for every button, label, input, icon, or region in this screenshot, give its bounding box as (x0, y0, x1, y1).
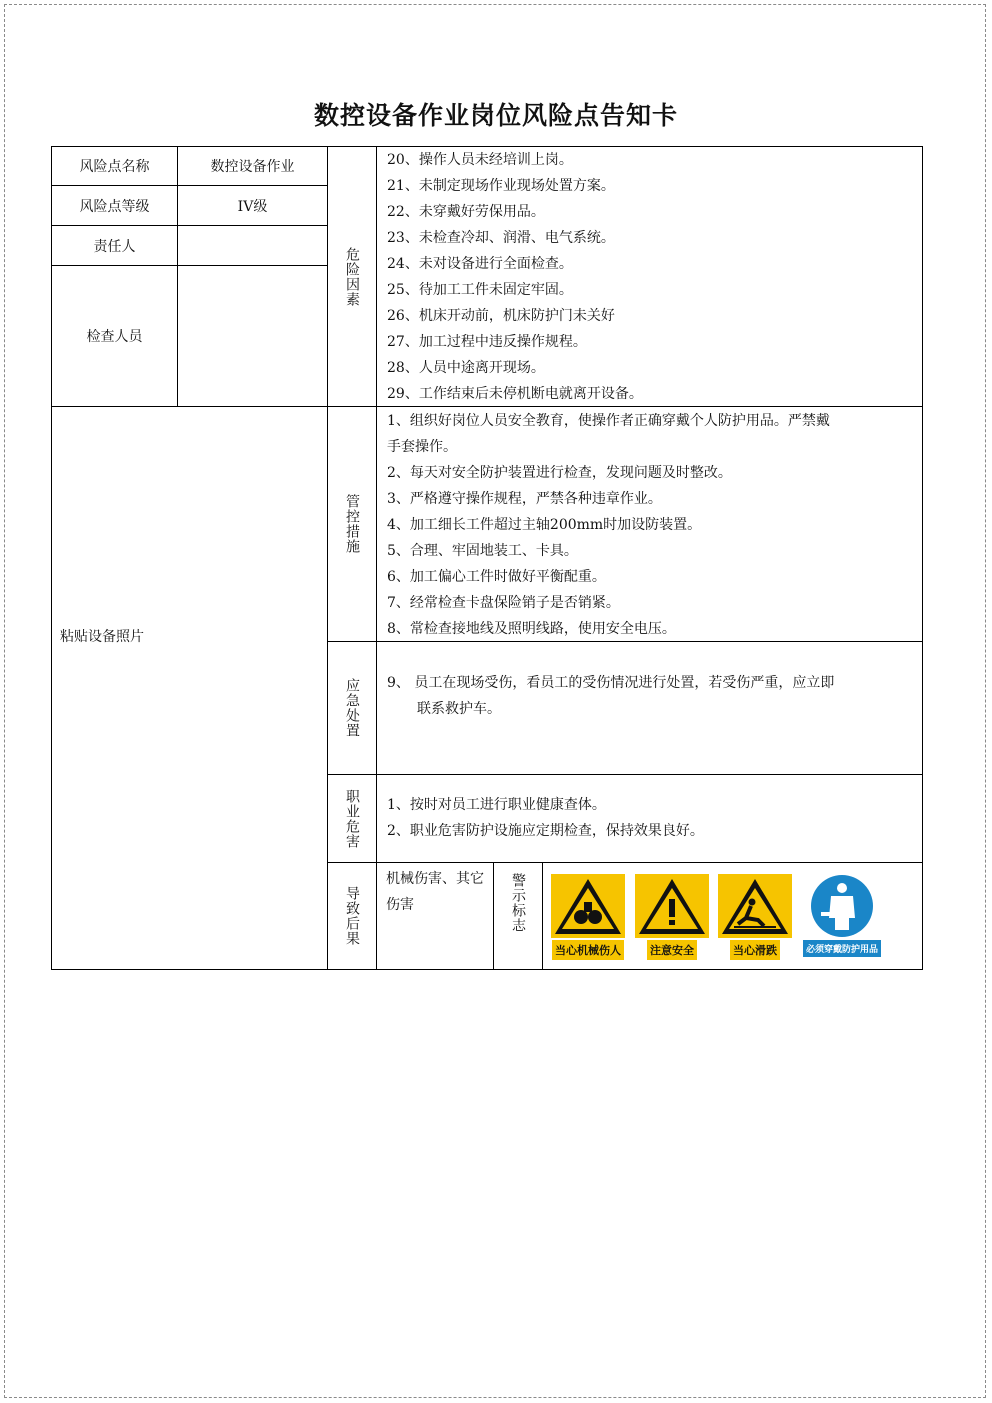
warning-signs-label: 警示标志 (510, 873, 526, 933)
list-item: 24、未对设备进行全面检查。 (387, 256, 573, 272)
controls-list (377, 406, 922, 641)
occupational-label: 职业危害 (344, 788, 360, 849)
list-item: 联系救护车。 (417, 701, 501, 717)
list-item: 20、操作人员未经培训上岗。 (387, 152, 573, 168)
slip-warning-icon (718, 874, 792, 938)
inspector-label: 检查人员 (86, 329, 143, 345)
list-item: 5、合理、牢固地装工、卡具。 (387, 543, 578, 559)
risk-name-label: 风险点名称 (79, 159, 150, 175)
hazards-list (377, 145, 922, 406)
sign-caption: 当心滑跌 (730, 940, 780, 960)
list-item: 7、经常检查卡盘保险销子是否销紧。 (387, 595, 620, 611)
sign-slip (716, 874, 794, 964)
list-item: 23、未检查冷却、润滑、电气系统。 (387, 230, 615, 246)
consequence-label: 导致后果 (344, 886, 360, 946)
protective-clothing-icon (807, 874, 877, 938)
sign-caption: 当心机械伤人 (552, 940, 624, 960)
list-item: 26、机床开动前，机床防护门未关好 (387, 308, 615, 324)
sign-protective-equipment (800, 874, 884, 964)
list-item: 6、加工偏心工件时做好平衡配重。 (387, 569, 606, 585)
occupational-list (377, 790, 922, 860)
list-item: 3、严格遵守操作规程，严禁各种违章作业。 (387, 491, 662, 507)
list-item: 1、按时对员工进行职业健康查体。 (387, 797, 606, 813)
risk-name-value: 数控设备作业 (210, 159, 295, 175)
list-item: 21、未制定现场作业现场处置方案。 (387, 178, 615, 194)
list-item: 28、人员中途离开现场。 (387, 360, 545, 376)
sign-caption: 注意安全 (647, 940, 697, 960)
sign-mechanical-injury (549, 874, 627, 964)
risk-level-value: IV级 (237, 198, 268, 215)
list-item: 1、组织好岗位人员安全教育，使操作者正确穿戴个人防护用品。严禁戴 (387, 413, 830, 429)
list-item: 25、待加工工件未固定牢固。 (387, 282, 573, 298)
sign-caution (633, 874, 711, 964)
controls-label: 管控措施 (344, 494, 360, 554)
photo-placeholder-label: 粘贴设备照片 (60, 629, 144, 645)
owner-value (178, 226, 327, 265)
hazards-label: 危险因素 (344, 246, 360, 307)
sign-caption: 必须穿戴防护用品 (803, 940, 881, 957)
risk-level-label: 风险点等级 (79, 198, 150, 215)
list-item: 8、常检查接地线及照明线路，使用安全电压。 (387, 621, 676, 637)
exclamation-warning-icon (635, 874, 709, 938)
list-item: 9、 员工在现场受伤，看员工的受伤情况进行处置，若受伤严重，应立即 (387, 675, 835, 691)
list-item: 22、未穿戴好劳保用品。 (387, 204, 545, 220)
owner-label: 责任人 (93, 238, 136, 255)
page-title: 数控设备作业岗位风险点告知卡 (313, 101, 678, 130)
list-item: 4、加工细长工件超过主轴200mm时加设防装置。 (387, 517, 702, 533)
list-item: 29、工作结束后未停机断电就离开设备。 (387, 386, 643, 402)
list-item: 2、职业危害防护设施应定期检查，保持效果良好。 (387, 823, 704, 839)
emergency-label: 应急处置 (344, 678, 360, 738)
list-item: 2、每天对安全防护装置进行检查，发现问题及时整改。 (387, 465, 732, 481)
list-item: 手套操作。 (387, 439, 457, 455)
list-item: 27、加工过程中违反操作规程。 (387, 334, 587, 350)
consequence-value: 机械伤害、其它伤害 (386, 871, 484, 913)
emergency-list (377, 668, 922, 768)
gear-hand-warning-icon (551, 874, 625, 938)
inspector-value (178, 266, 327, 406)
